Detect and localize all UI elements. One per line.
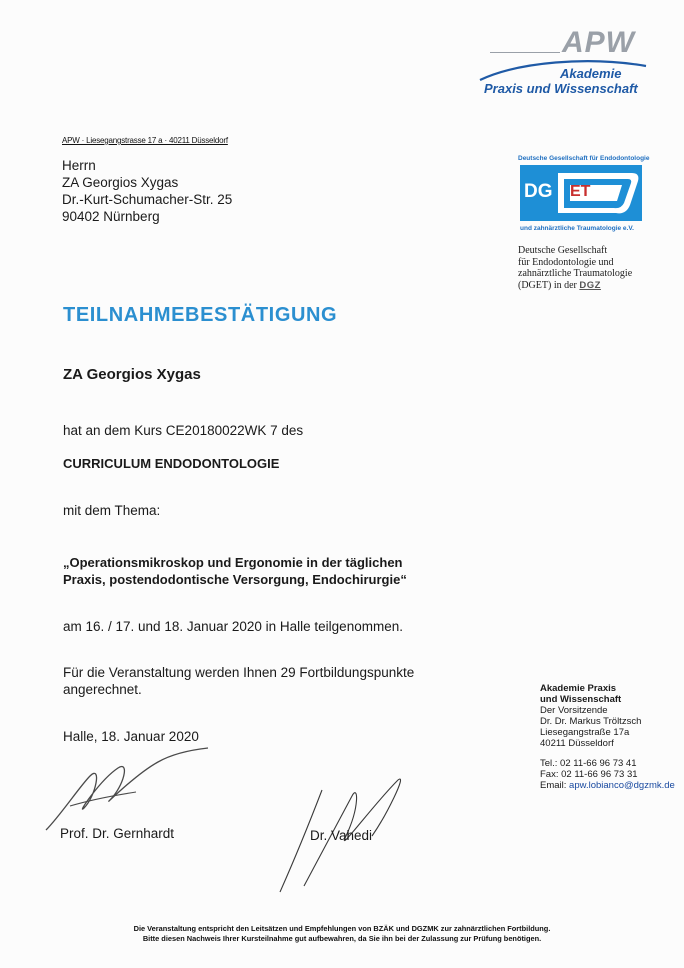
sidebar-person: Dr. Dr. Markus Tröltzsch bbox=[540, 716, 642, 727]
sidebar-fax: Fax: 02 11-66 96 73 31 bbox=[540, 769, 638, 780]
date-line: am 16. / 17. und 18. Januar 2020 in Halle teilgenommen. bbox=[63, 619, 403, 634]
sidebar-tel: Tel.: 02 11-66 96 73 41 bbox=[540, 758, 637, 769]
sidebar-email-row bbox=[540, 780, 675, 791]
apw-logo-line2: Praxis und Wissenschaft bbox=[484, 81, 638, 96]
dget-abbr-right: ET bbox=[570, 183, 591, 200]
signature-gernhardt bbox=[40, 746, 220, 836]
apw-logo-wordmark: APW bbox=[562, 26, 635, 59]
dget-desc-line1: Deutsche Gesellschaft bbox=[518, 245, 608, 256]
topic-line2: Praxis, postendodontische Versorgung, Endochirurgie“ bbox=[63, 572, 407, 587]
topic-line1: „Operationsmikroskop und Ergonomie in der täglichen bbox=[63, 555, 403, 570]
sidebar-role: Der Vorsitzende bbox=[540, 705, 608, 716]
sidebar-org1: Akademie Praxis bbox=[540, 683, 617, 694]
sidebar-email-label: Email: bbox=[540, 780, 567, 791]
participant-name: ZA Georgios Xygas bbox=[63, 366, 201, 383]
sidebar-city: 40211 Düsseldorf bbox=[540, 738, 614, 749]
recipient-salutation: Herrn bbox=[62, 158, 96, 173]
recipient-street: Dr.-Kurt-Schumacher-Str. 25 bbox=[62, 192, 233, 207]
footer-line1: Die Veranstaltung entspricht den Leitsätzen und Empfehlungen von BZÄK und DGZMK zur zahnärztlichen Fortbildung. bbox=[133, 924, 551, 933]
signer-gernhardt: Prof. Dr. Gernhardt bbox=[60, 826, 175, 841]
points-line2: angerechnet. bbox=[63, 682, 142, 697]
dget-logo bbox=[520, 165, 642, 221]
place-date: Halle, 18. Januar 2020 bbox=[63, 729, 199, 744]
sidebar-street: Liesegangstraße 17a bbox=[540, 727, 630, 738]
dgz-logo: DGZ bbox=[579, 279, 601, 291]
dget-description bbox=[518, 245, 648, 291]
sidebar-email-link[interactable]: apw.lobianco@dgzmk.de bbox=[569, 780, 675, 791]
certificate-title: TEILNAHMEBESTÄTIGUNG bbox=[63, 304, 338, 326]
topic-intro: mit dem Thema: bbox=[63, 503, 161, 518]
dget-logo-top-text: Deutsche Gesellschaft für Endodontologie bbox=[518, 155, 650, 162]
apw-logo-line1: Akademie bbox=[560, 66, 622, 81]
curriculum-name: CURRICULUM ENDODONTOLOGIE bbox=[63, 456, 280, 471]
dget-desc-line4-text: (DGET) in der bbox=[518, 279, 577, 291]
course-line: hat an dem Kurs CE20180022WK 7 des bbox=[63, 423, 304, 438]
dget-abbr-left: DG bbox=[524, 181, 553, 202]
signer-vahedi: Dr. Vahedi bbox=[310, 828, 373, 843]
recipient-city: 90402 Nürnberg bbox=[62, 209, 160, 224]
dget-desc-line4 bbox=[518, 280, 648, 292]
dget-desc-line2: für Endodontologie und bbox=[518, 256, 614, 268]
apw-logo-rule bbox=[490, 52, 560, 53]
points-line1: Für die Veranstaltung werden Ihnen 29 Fortbildungspunkte bbox=[63, 665, 415, 680]
dget-desc-line3: zahnärztliche Traumatologie bbox=[518, 268, 633, 279]
sender-line: APW · Liesegangstrasse 17 a · 40211 Düsseldorf bbox=[62, 136, 228, 145]
recipient-name: ZA Georgios Xygas bbox=[62, 175, 179, 190]
dget-logo-bottom-text: und zahnärztliche Traumatologie e.V. bbox=[520, 225, 634, 232]
footer-line2: Bitte diesen Nachweis Ihrer Kursteilnahme gut aufbewahren, da Sie ihn bei der Zulassung zur Prüfung benötigen. bbox=[142, 934, 542, 943]
sidebar-org2: und Wissenschaft bbox=[540, 694, 622, 705]
